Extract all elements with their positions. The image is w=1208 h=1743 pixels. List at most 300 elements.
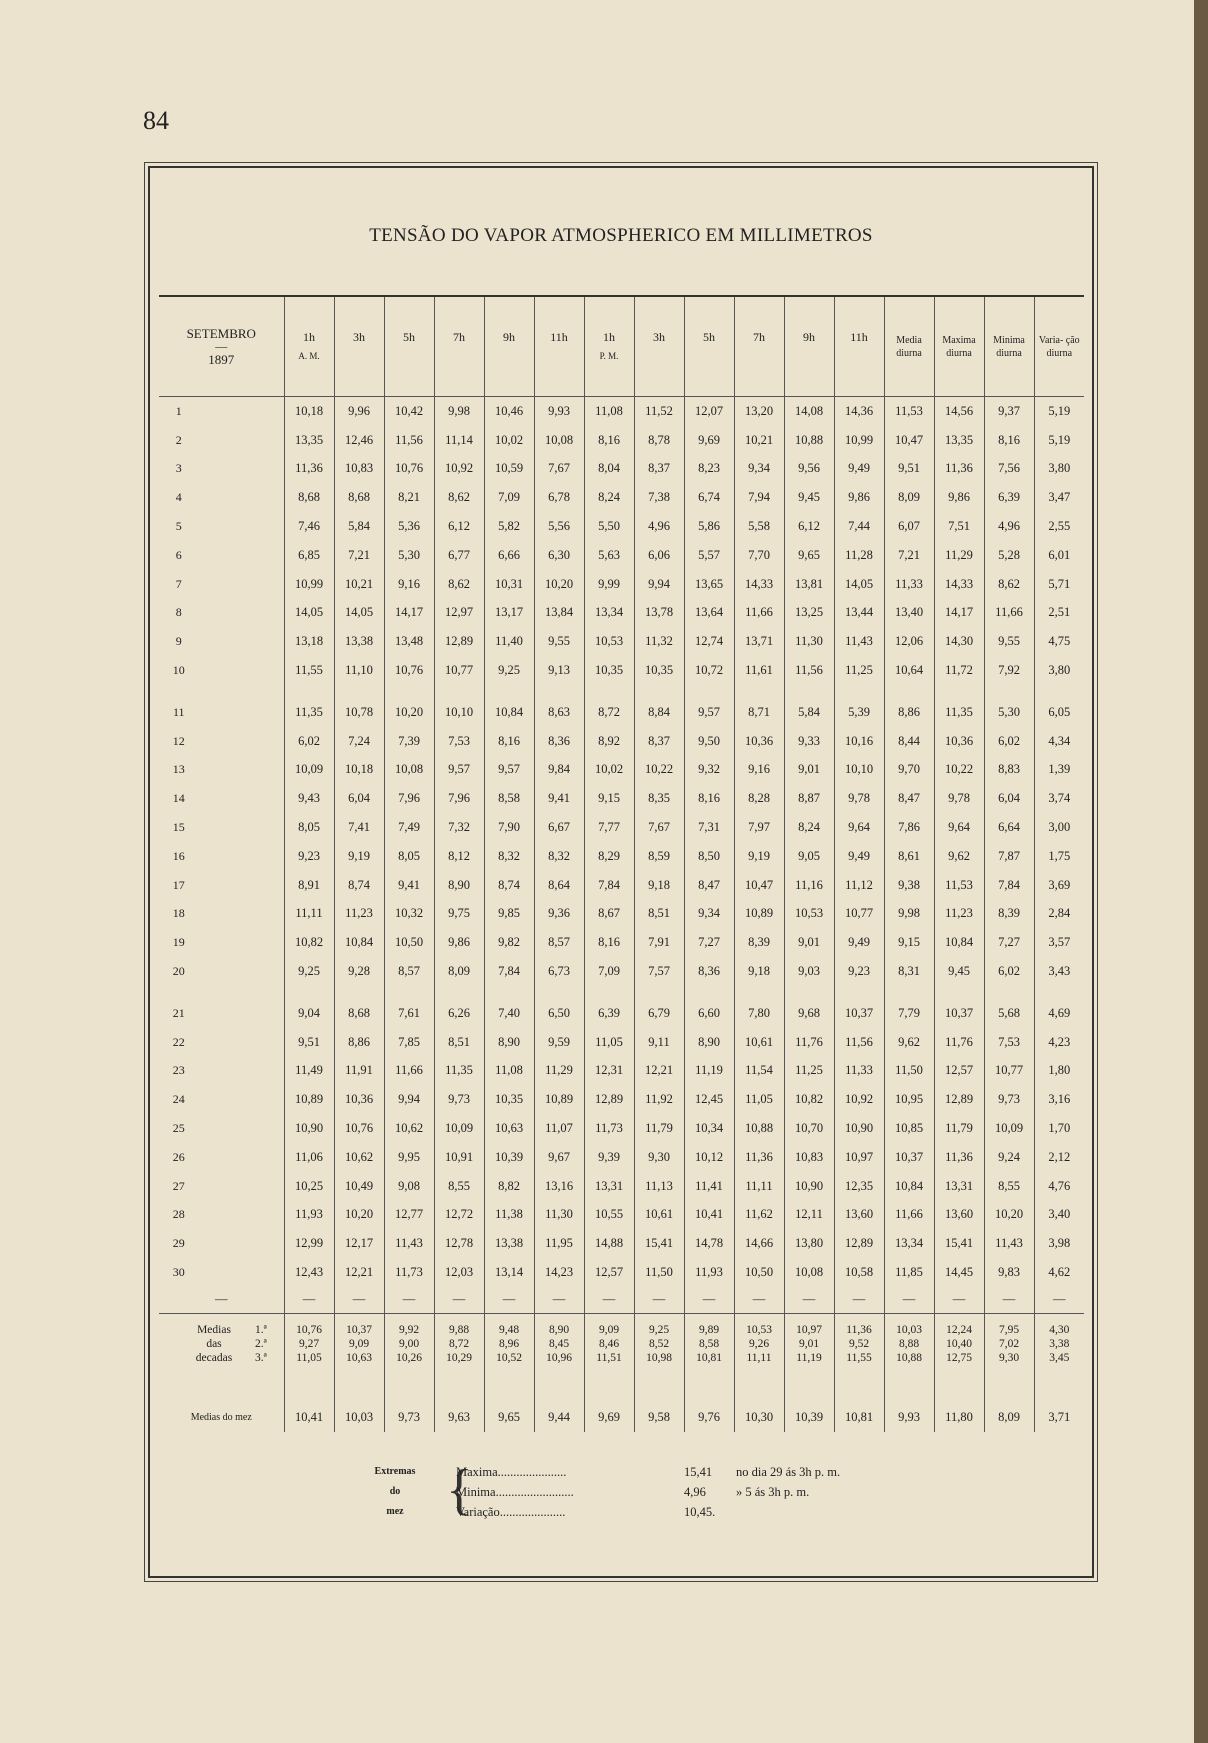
value-cell: 10,72 — [684, 656, 734, 685]
value-cell: 6,66 — [484, 541, 534, 570]
value-cell: 8,71 — [734, 698, 784, 727]
spacer-cell — [334, 685, 384, 698]
value-cell: 10,63 — [484, 1114, 534, 1143]
value-cell: 11,53 — [884, 397, 934, 426]
value-cell: 3,40 — [1034, 1201, 1084, 1230]
decada-value: 11,19 — [796, 1351, 822, 1364]
value-cell: 11,91 — [334, 1057, 384, 1086]
value-cell: 3,00 — [1034, 813, 1084, 842]
value-cell: 13,65 — [684, 570, 734, 599]
value-cell: 8,74 — [334, 871, 384, 900]
value-cell: 15,41 — [934, 1229, 984, 1258]
value-cell: 9,98 — [884, 900, 934, 929]
dash-cell: — — [159, 1287, 284, 1314]
value-cell: 7,40 — [484, 999, 534, 1028]
decadas-cell — [934, 1313, 984, 1374]
value-cell: 9,59 — [534, 1028, 584, 1057]
value-cell: 3,47 — [1034, 483, 1084, 512]
value-cell: 6,26 — [434, 999, 484, 1028]
decada-value: 8,46 — [598, 1337, 620, 1350]
value-cell: 7,38 — [634, 483, 684, 512]
decada-value: 10,52 — [496, 1351, 522, 1364]
day-cell: 13 — [172, 762, 185, 777]
value-cell: 3,80 — [1034, 656, 1084, 685]
spacer-cell — [884, 685, 934, 698]
value-cell: 5,57 — [684, 541, 734, 570]
value-cell: 11,32 — [634, 627, 684, 656]
value-cell: 7,79 — [884, 999, 934, 1028]
value-cell: 8,16 — [984, 426, 1034, 455]
value-cell: 11,25 — [834, 656, 884, 685]
spacer-cell — [1034, 685, 1084, 698]
value-cell: 13,48 — [384, 627, 434, 656]
value-cell: 9,45 — [934, 957, 984, 986]
value-cell: 10,42 — [384, 397, 434, 426]
decada-value: 10,81 — [696, 1351, 722, 1364]
value-cell: 11,43 — [834, 627, 884, 656]
value-cell: 10,08 — [784, 1258, 834, 1287]
decada-value: 8,96 — [498, 1337, 520, 1350]
value-cell: 9,65 — [784, 541, 834, 570]
decada-ordinal: 2.ª — [255, 1337, 267, 1350]
value-cell: 8,91 — [284, 871, 334, 900]
day-cell: 8 — [175, 605, 182, 620]
day-cell: 29 — [172, 1236, 185, 1251]
value-cell: 8,31 — [884, 957, 934, 986]
decadas-ordinals — [255, 1323, 267, 1365]
value-cell: 9,50 — [684, 727, 734, 756]
value-cell: 8,58 — [484, 784, 534, 813]
header-row — [159, 297, 1084, 397]
value-cell: 11,30 — [784, 627, 834, 656]
decadas-cell — [884, 1313, 934, 1374]
value-cell: 7,91 — [634, 928, 684, 957]
day-cell: 18 — [172, 906, 185, 921]
value-cell: 13,17 — [484, 599, 534, 628]
value-cell: 9,93 — [884, 1404, 934, 1432]
value-cell: 9,23 — [284, 842, 334, 871]
value-cell: 12,89 — [584, 1085, 634, 1114]
value-cell: 11,35 — [284, 698, 334, 727]
value-cell: 7,84 — [984, 871, 1034, 900]
value-cell: 10,30 — [734, 1404, 784, 1432]
value-cell: 5,19 — [1034, 426, 1084, 455]
day-cell: 11 — [172, 704, 185, 719]
value-cell: 7,46 — [284, 512, 334, 541]
value-cell: 10,82 — [284, 928, 334, 957]
dash-cell: — — [284, 1287, 334, 1314]
value-cell: 2,51 — [1034, 599, 1084, 628]
spacer-cell — [934, 1374, 984, 1404]
value-cell: 9,15 — [884, 928, 934, 957]
value-cell: 8,57 — [534, 928, 584, 957]
spacer-cell — [484, 1374, 534, 1404]
value-cell: 7,90 — [484, 813, 534, 842]
value-cell: 10,35 — [584, 656, 634, 685]
decadas-cell — [284, 1313, 334, 1374]
value-cell: 8,61 — [884, 842, 934, 871]
value-cell: 9,15 — [584, 784, 634, 813]
spacer-cell — [984, 986, 1034, 999]
value-cell: 11,92 — [634, 1085, 684, 1114]
value-cell: 11,66 — [734, 599, 784, 628]
table-row — [159, 570, 1084, 599]
extremas-label: Extremas — [374, 1466, 416, 1477]
value-cell: 9,62 — [934, 842, 984, 871]
value-cell: 6,02 — [284, 727, 334, 756]
decadas-cell — [984, 1313, 1034, 1374]
value-cell: 7,09 — [484, 483, 534, 512]
value-cell: 14,05 — [834, 570, 884, 599]
hour-header: 1h A. M. — [284, 297, 334, 397]
value-cell: 6,04 — [984, 784, 1034, 813]
value-cell: 11,23 — [334, 900, 384, 929]
value-cell: 14,05 — [334, 599, 384, 628]
table-row — [159, 656, 1084, 685]
value-cell: 8,09 — [884, 483, 934, 512]
value-cell: 10,92 — [834, 1085, 884, 1114]
value-cell: 9,43 — [284, 784, 334, 813]
value-cell: 8,90 — [684, 1028, 734, 1057]
value-cell: 7,57 — [634, 957, 684, 986]
value-cell: 10,84 — [884, 1172, 934, 1201]
value-cell: 13,44 — [834, 599, 884, 628]
value-cell: 9,49 — [834, 842, 884, 871]
hour-header: 11h — [534, 297, 584, 397]
table-row — [159, 1258, 1084, 1287]
value-cell: 11,62 — [734, 1201, 784, 1230]
value-cell: 15,41 — [634, 1229, 684, 1258]
value-cell: 13,40 — [884, 599, 934, 628]
value-cell: 9,16 — [734, 756, 784, 785]
value-cell: 8,90 — [484, 1028, 534, 1057]
spacer-cell — [834, 685, 884, 698]
dash-cell: — — [584, 1287, 634, 1314]
spacer-cell — [159, 986, 284, 999]
day-cell: 28 — [172, 1207, 185, 1222]
value-cell: 9,55 — [984, 627, 1034, 656]
day-cell: 27 — [172, 1178, 185, 1193]
value-cell: 9,86 — [934, 483, 984, 512]
value-cell: 7,53 — [984, 1028, 1034, 1057]
decada-value: 3,45 — [1049, 1351, 1070, 1364]
dash-cell: — — [1034, 1287, 1084, 1314]
value-cell: 12,72 — [434, 1201, 484, 1230]
value-cell: 10,16 — [834, 727, 884, 756]
value-cell: 2,84 — [1034, 900, 1084, 929]
value-cell: 9,49 — [834, 928, 884, 957]
value-cell: 9,19 — [334, 842, 384, 871]
value-cell: 10,20 — [534, 570, 584, 599]
value-cell: 10,50 — [384, 928, 434, 957]
table-row — [159, 512, 1084, 541]
value-cell: 9,37 — [984, 397, 1034, 426]
value-cell: 8,44 — [884, 727, 934, 756]
value-cell: 7,86 — [884, 813, 934, 842]
value-cell: 6,30 — [534, 541, 584, 570]
decadas-label-line: decadas — [195, 1351, 233, 1364]
value-cell: 13,80 — [784, 1229, 834, 1258]
value-cell: 11,06 — [284, 1143, 334, 1172]
decadas-cell — [534, 1313, 584, 1374]
decada-value: 10,98 — [646, 1351, 672, 1364]
value-cell: 9,86 — [434, 928, 484, 957]
value-cell: 10,99 — [834, 426, 884, 455]
medias-mez-row — [159, 1404, 1084, 1432]
value-cell: 13,31 — [584, 1172, 634, 1201]
value-cell: 4,69 — [1034, 999, 1084, 1028]
value-cell: 10,25 — [284, 1172, 334, 1201]
decada-value: 10,53 — [746, 1323, 772, 1336]
value-cell: 10,76 — [384, 656, 434, 685]
value-cell: 11,56 — [834, 1028, 884, 1057]
value-cell: 11,76 — [784, 1028, 834, 1057]
value-cell: 10,36 — [734, 727, 784, 756]
value-cell: 9,36 — [534, 900, 584, 929]
value-cell: 13,14 — [484, 1258, 534, 1287]
value-cell: 5,30 — [384, 541, 434, 570]
value-cell: 8,57 — [384, 957, 434, 986]
value-cell: 6,12 — [784, 512, 834, 541]
extremas-label: do — [389, 1486, 401, 1497]
value-cell: 13,64 — [684, 599, 734, 628]
value-cell: 11,16 — [784, 871, 834, 900]
vapor-tension-table — [159, 297, 1084, 1432]
dash-cell: — — [534, 1287, 584, 1314]
value-cell: 9,25 — [284, 957, 334, 986]
dash-cell: — — [734, 1287, 784, 1314]
spacer-cell — [584, 685, 634, 698]
value-cell: 10,59 — [484, 455, 534, 484]
decada-value: 10,76 — [296, 1323, 322, 1336]
value-cell: 8,21 — [384, 483, 434, 512]
value-cell: 9,95 — [384, 1143, 434, 1172]
spacer-cell — [334, 986, 384, 999]
spacer-cell — [384, 1374, 434, 1404]
value-cell: 9,18 — [734, 957, 784, 986]
value-cell: 10,22 — [934, 756, 984, 785]
value-cell: 7,67 — [534, 455, 584, 484]
value-cell: 7,85 — [384, 1028, 434, 1057]
value-cell: 8,64 — [534, 871, 584, 900]
value-cell: 9,65 — [484, 1404, 534, 1432]
dash-cell: — — [434, 1287, 484, 1314]
hour-header: 7h — [434, 297, 484, 397]
decada-value: 11,11 — [746, 1351, 772, 1364]
spacer-cell — [534, 1374, 584, 1404]
value-cell: 11,38 — [484, 1201, 534, 1230]
value-cell: 10,77 — [434, 656, 484, 685]
table-row — [159, 1028, 1084, 1057]
value-cell: 8,05 — [384, 842, 434, 871]
decada-value: 8,52 — [648, 1337, 670, 1350]
value-cell: 11,54 — [734, 1057, 784, 1086]
spacer-cell — [784, 986, 834, 999]
table-row — [159, 813, 1084, 842]
value-cell: 6,77 — [434, 541, 484, 570]
value-cell: 3,74 — [1034, 784, 1084, 813]
value-cell: 11,93 — [284, 1201, 334, 1230]
value-cell: 11,28 — [834, 541, 884, 570]
spacer-cell — [434, 986, 484, 999]
value-cell: 13,31 — [934, 1172, 984, 1201]
value-cell: 8,35 — [634, 784, 684, 813]
value-cell: 8,83 — [984, 756, 1034, 785]
value-cell: 4,76 — [1034, 1172, 1084, 1201]
value-cell: 9,23 — [834, 957, 884, 986]
value-cell: 6,85 — [284, 541, 334, 570]
table-row — [159, 871, 1084, 900]
spacer-cell — [834, 986, 884, 999]
value-cell: 12,07 — [684, 397, 734, 426]
spacer-cell — [334, 1374, 384, 1404]
spacer-cell — [1034, 986, 1084, 999]
table-row — [159, 455, 1084, 484]
value-cell: 3,57 — [1034, 928, 1084, 957]
value-cell: 6,74 — [684, 483, 734, 512]
decada-value: 8,45 — [548, 1337, 570, 1350]
value-cell: 9,24 — [984, 1143, 1034, 1172]
value-cell: 9,86 — [834, 483, 884, 512]
maxima-header: Maxima diurna — [934, 297, 984, 397]
value-cell: 10,22 — [634, 756, 684, 785]
spacer-cell — [784, 685, 834, 698]
value-cell: 12,21 — [634, 1057, 684, 1086]
decadas-row — [159, 1313, 1084, 1374]
day-cell: 5 — [175, 519, 182, 534]
value-cell: 11,93 — [684, 1258, 734, 1287]
value-cell: 11,95 — [534, 1229, 584, 1258]
value-cell: 11,25 — [784, 1057, 834, 1086]
table-row — [159, 1114, 1084, 1143]
decadas-cell — [1034, 1313, 1084, 1374]
value-cell: 7,31 — [684, 813, 734, 842]
value-cell: 10,53 — [584, 627, 634, 656]
value-cell: 9,16 — [384, 570, 434, 599]
decada-value: 11,05 — [296, 1351, 322, 1364]
value-cell: 8,09 — [984, 1404, 1034, 1432]
value-cell: 12,21 — [334, 1258, 384, 1287]
decada-ordinal: 3.ª — [255, 1351, 267, 1364]
value-cell: 5,30 — [984, 698, 1034, 727]
value-cell: 10,47 — [884, 426, 934, 455]
value-cell: 3,71 — [1034, 1404, 1084, 1432]
value-cell: 11,85 — [884, 1258, 934, 1287]
value-cell: 13,60 — [934, 1201, 984, 1230]
decada-value: 8,90 — [548, 1323, 570, 1336]
value-cell: 8,12 — [434, 842, 484, 871]
value-cell: 9,83 — [984, 1258, 1034, 1287]
value-cell: 10,41 — [684, 1201, 734, 1230]
decada-value: 9,09 — [598, 1323, 620, 1336]
day-cell: 1 — [175, 403, 182, 418]
value-cell: 13,60 — [834, 1201, 884, 1230]
value-cell: 11,23 — [934, 900, 984, 929]
month-header: SETEMBRO — 1897 — [159, 297, 284, 397]
value-cell: 12,89 — [434, 627, 484, 656]
spacer-cell — [884, 986, 934, 999]
value-cell: 11,56 — [384, 426, 434, 455]
value-cell: 9,51 — [284, 1028, 334, 1057]
value-cell: 6,06 — [634, 541, 684, 570]
value-cell: 9,11 — [634, 1028, 684, 1057]
value-cell: 11,66 — [884, 1201, 934, 1230]
decadas-cell — [834, 1313, 884, 1374]
value-cell: 5,19 — [1034, 397, 1084, 426]
value-cell: 8,67 — [584, 900, 634, 929]
value-cell: 12,89 — [934, 1085, 984, 1114]
spacer-cell — [634, 986, 684, 999]
value-cell: 10,34 — [684, 1114, 734, 1143]
value-cell: 13,35 — [934, 426, 984, 455]
value-cell: 10,09 — [984, 1114, 1034, 1143]
value-cell: 8,68 — [334, 999, 384, 1028]
value-cell: 8,62 — [984, 570, 1034, 599]
value-cell: 9,73 — [384, 1404, 434, 1432]
value-cell: 8,23 — [684, 455, 734, 484]
value-cell: 11,53 — [934, 871, 984, 900]
value-cell: 10,89 — [534, 1085, 584, 1114]
value-cell: 9,94 — [384, 1085, 434, 1114]
value-cell: 1,80 — [1034, 1057, 1084, 1086]
value-cell: 10,62 — [384, 1114, 434, 1143]
value-cell: 14,56 — [934, 397, 984, 426]
value-cell: 11,08 — [484, 1057, 534, 1086]
value-cell: 10,02 — [484, 426, 534, 455]
value-cell: 7,39 — [384, 727, 434, 756]
value-cell: 8,16 — [584, 928, 634, 957]
value-cell: 11,12 — [834, 871, 884, 900]
value-cell: 12,46 — [334, 426, 384, 455]
dash-cell: — — [384, 1287, 434, 1314]
value-cell: 13,71 — [734, 627, 784, 656]
decada-value: 10,29 — [446, 1351, 472, 1364]
value-cell: 9,98 — [434, 397, 484, 426]
value-cell: 8,04 — [584, 455, 634, 484]
brace-glyph: { — [446, 1459, 473, 1521]
decada-value: 9,25 — [648, 1323, 670, 1336]
value-cell: 11,11 — [734, 1172, 784, 1201]
value-cell: 8,16 — [584, 426, 634, 455]
value-cell: 12,74 — [684, 627, 734, 656]
table-frame — [148, 166, 1094, 1578]
value-cell: 14,33 — [934, 570, 984, 599]
value-cell: 11,10 — [334, 656, 384, 685]
decada-value: 12,75 — [946, 1351, 972, 1364]
value-cell: 9,82 — [484, 928, 534, 957]
value-cell: 12,77 — [384, 1201, 434, 1230]
value-cell: 3,43 — [1034, 957, 1084, 986]
hour-header: 9h — [784, 297, 834, 397]
value-cell: 5,82 — [484, 512, 534, 541]
value-cell: 10,62 — [334, 1143, 384, 1172]
table-row — [159, 426, 1084, 455]
decada-value: 10,37 — [346, 1323, 372, 1336]
value-cell: 8,62 — [434, 483, 484, 512]
value-cell: 11,40 — [484, 627, 534, 656]
value-cell: 10,36 — [334, 1085, 384, 1114]
hour-header: 5h — [384, 297, 434, 397]
value-cell: 11,35 — [934, 698, 984, 727]
value-cell: 8,50 — [684, 842, 734, 871]
day-cell: 20 — [172, 964, 185, 979]
value-cell: 1,70 — [1034, 1114, 1084, 1143]
value-cell: 5,63 — [584, 541, 634, 570]
value-cell: 7,53 — [434, 727, 484, 756]
value-cell: 11,66 — [984, 599, 1034, 628]
dash-cell: — — [334, 1287, 384, 1314]
value-cell: 8,55 — [434, 1172, 484, 1201]
